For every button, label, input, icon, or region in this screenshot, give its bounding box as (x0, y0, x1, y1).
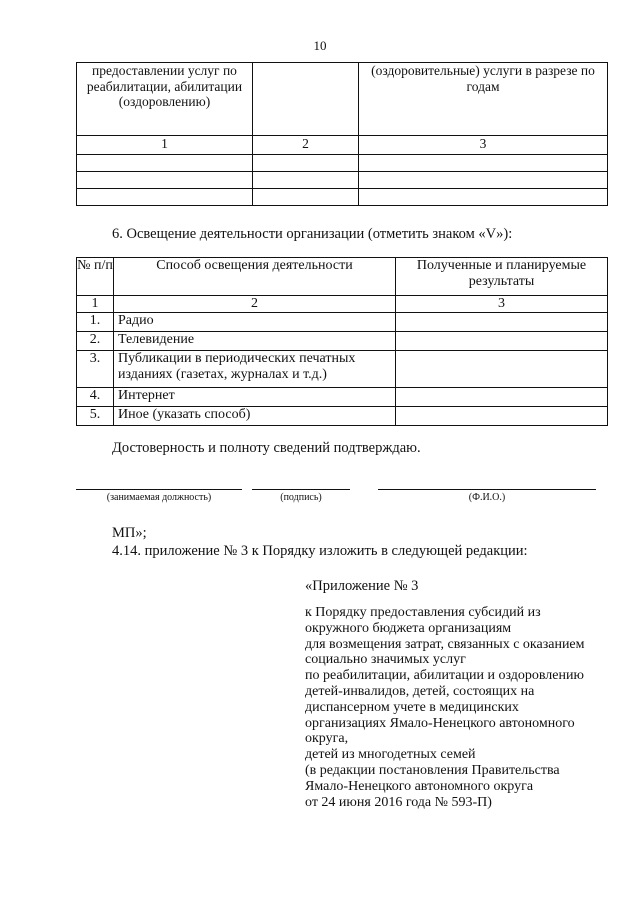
table1-col-number: 1 (77, 136, 253, 155)
row-number: 5. (77, 407, 114, 426)
table2-numbers-row (77, 296, 608, 313)
row-result-cell[interactable] (396, 332, 608, 351)
table-row (77, 351, 608, 388)
row-result-cell[interactable] (396, 407, 608, 426)
row-method: Телевидение (114, 332, 396, 351)
confirmation-text: Достоверность и полноту сведений подтверждаю. (112, 440, 421, 456)
appendix-line: детей-инвалидов, детей, состоящих на (305, 683, 535, 699)
table1-empty-row (77, 172, 608, 189)
table1-header-row (77, 63, 608, 136)
row-method: Интернет (114, 388, 396, 407)
appendix-line: детей из многодетных семей (305, 747, 476, 763)
appendix-line: для возмещения затрат, связанных с оказанием (305, 636, 585, 652)
row-number: 2. (77, 332, 114, 351)
item-4-14: 4.14. приложение № 3 к Порядку изложить в следующей редакции: (112, 543, 528, 559)
signature-line (252, 489, 350, 490)
header-num: № п/п (77, 258, 114, 296)
name-caption: (Ф.И.О.) (468, 492, 506, 503)
row-number: 3. (77, 351, 114, 388)
table1-col-number: 3 (359, 136, 608, 155)
appendix-title: «Приложение № 3 (305, 578, 419, 594)
table1-header-left: предоставлении услуг по реабилитации, абилитации (оздоровлению) (77, 63, 253, 136)
table1-empty-row (77, 155, 608, 172)
table-row (77, 407, 608, 426)
name-signature-line (378, 489, 596, 490)
row-number: 1. (77, 313, 114, 332)
table2-col-number: 3 (396, 296, 608, 313)
appendix-line: округа, (305, 731, 349, 747)
row-result-cell[interactable] (396, 351, 608, 388)
appendix-line: к Порядку предоставления субсидий из (305, 605, 541, 620)
section-6-title: 6. Освещение деятельности организации (отметить знаком «V»): (112, 226, 513, 242)
appendix-line: социально значимых услуг (305, 652, 466, 668)
appendix-line: (в редакции постановления Правительства (305, 762, 560, 778)
table2-col-number: 2 (114, 296, 396, 313)
appendix-reference (305, 605, 620, 810)
row-method: Публикации в периодических печатных изданиях (газетах, журналах и т.д.) (114, 351, 396, 388)
position-caption: (занимаемая должность) (106, 492, 212, 503)
appendix-line: Ямало-Ненецкого автономного округа (305, 778, 534, 794)
row-result-cell[interactable] (396, 388, 608, 407)
appendix-line: по реабилитации, абилитации и оздоровлению (305, 668, 584, 684)
table2-header-row (77, 258, 608, 296)
table-row (77, 388, 608, 407)
table2-col-number: 1 (77, 296, 114, 313)
table1-numbers-row (77, 136, 608, 155)
appendix-line: организациях Ямало-Ненецкого автономного (305, 715, 575, 731)
table-row (77, 313, 608, 332)
table-services-by-year (76, 62, 608, 206)
position-signature-line (76, 489, 242, 490)
table1-header-middle (253, 63, 359, 136)
row-result-cell[interactable] (396, 313, 608, 332)
page-number: 10 (313, 38, 327, 53)
appendix-line: от 24 июня 2016 года № 593-П) (305, 794, 492, 810)
row-method: Иное (указать способ) (114, 407, 396, 426)
row-method: Радио (114, 313, 396, 332)
table1-empty-row (77, 189, 608, 206)
stamp-placeholder: МП»; (112, 525, 147, 541)
table1-header-right: (оздоровительные) услуги в разрезе по годам (359, 63, 608, 136)
table-row (77, 332, 608, 351)
table1-col-number: 2 (253, 136, 359, 155)
signature-caption: (подпись) (280, 492, 322, 503)
header-results: Полученные и планируемые результаты (396, 258, 608, 296)
appendix-line: окружного бюджета организациям (305, 620, 512, 636)
row-number: 4. (77, 388, 114, 407)
table-media-coverage (76, 257, 608, 426)
appendix-line: диспансерном учете в медицинских (305, 699, 519, 715)
header-method: Способ освещения деятельности (114, 258, 396, 296)
